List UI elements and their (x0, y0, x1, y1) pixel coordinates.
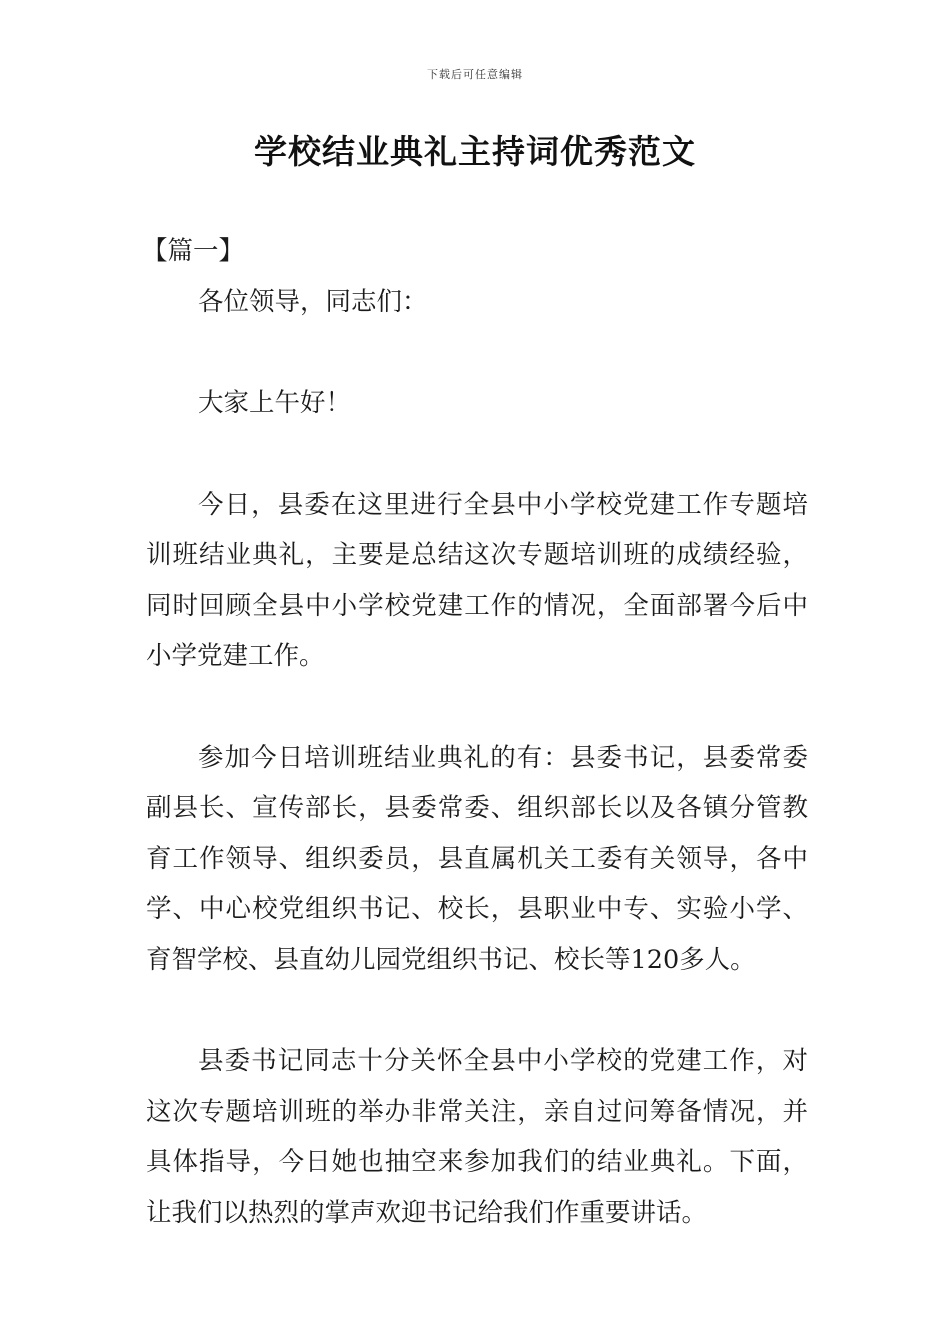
paragraph-attendees: 参加今日培训班结业典礼的有：县委书记，县委常委副县长、宣传部长，县委常委、组织部长以及各镇分管教育工作领导、组织委员，县直属机关工委有关领导，各中学、中心校党组织书记、校长，县职业中专、实验小学、育智学校、县直幼儿园党组织书记、校长等120多人。 (146, 742, 808, 975)
section-label: 【篇一】 (142, 236, 245, 266)
paragraph-speech-intro: 县委书记同志十分关怀全县中小学校的党建工作，对这次专题培训班的举办非常关注，亲自过问筹备情况，并具体指导，今日她也抽空来参加我们的结业典礼。下面，让我们以热烈的掌声欢迎书记给我们作重要讲话。 (146, 1046, 808, 1228)
paragraph-purpose: 今日，县委在这里进行全县中小学校党建工作专题培训班结业典礼，主要是总结这次专题培训班的成绩经验，同时回顾全县中小学校党建工作的情况，全面部署今后中小学党建工作。 (146, 489, 808, 671)
document-body (142, 226, 808, 1289)
page-header-note: 下载后可任意编辑 (427, 68, 523, 81)
paragraph-salutation: 大家上午好！ (198, 388, 352, 418)
paragraph-greeting: 各位领导，同志们： (198, 286, 428, 317)
document-title: 学校结业典礼主持词优秀范文 (254, 132, 696, 171)
